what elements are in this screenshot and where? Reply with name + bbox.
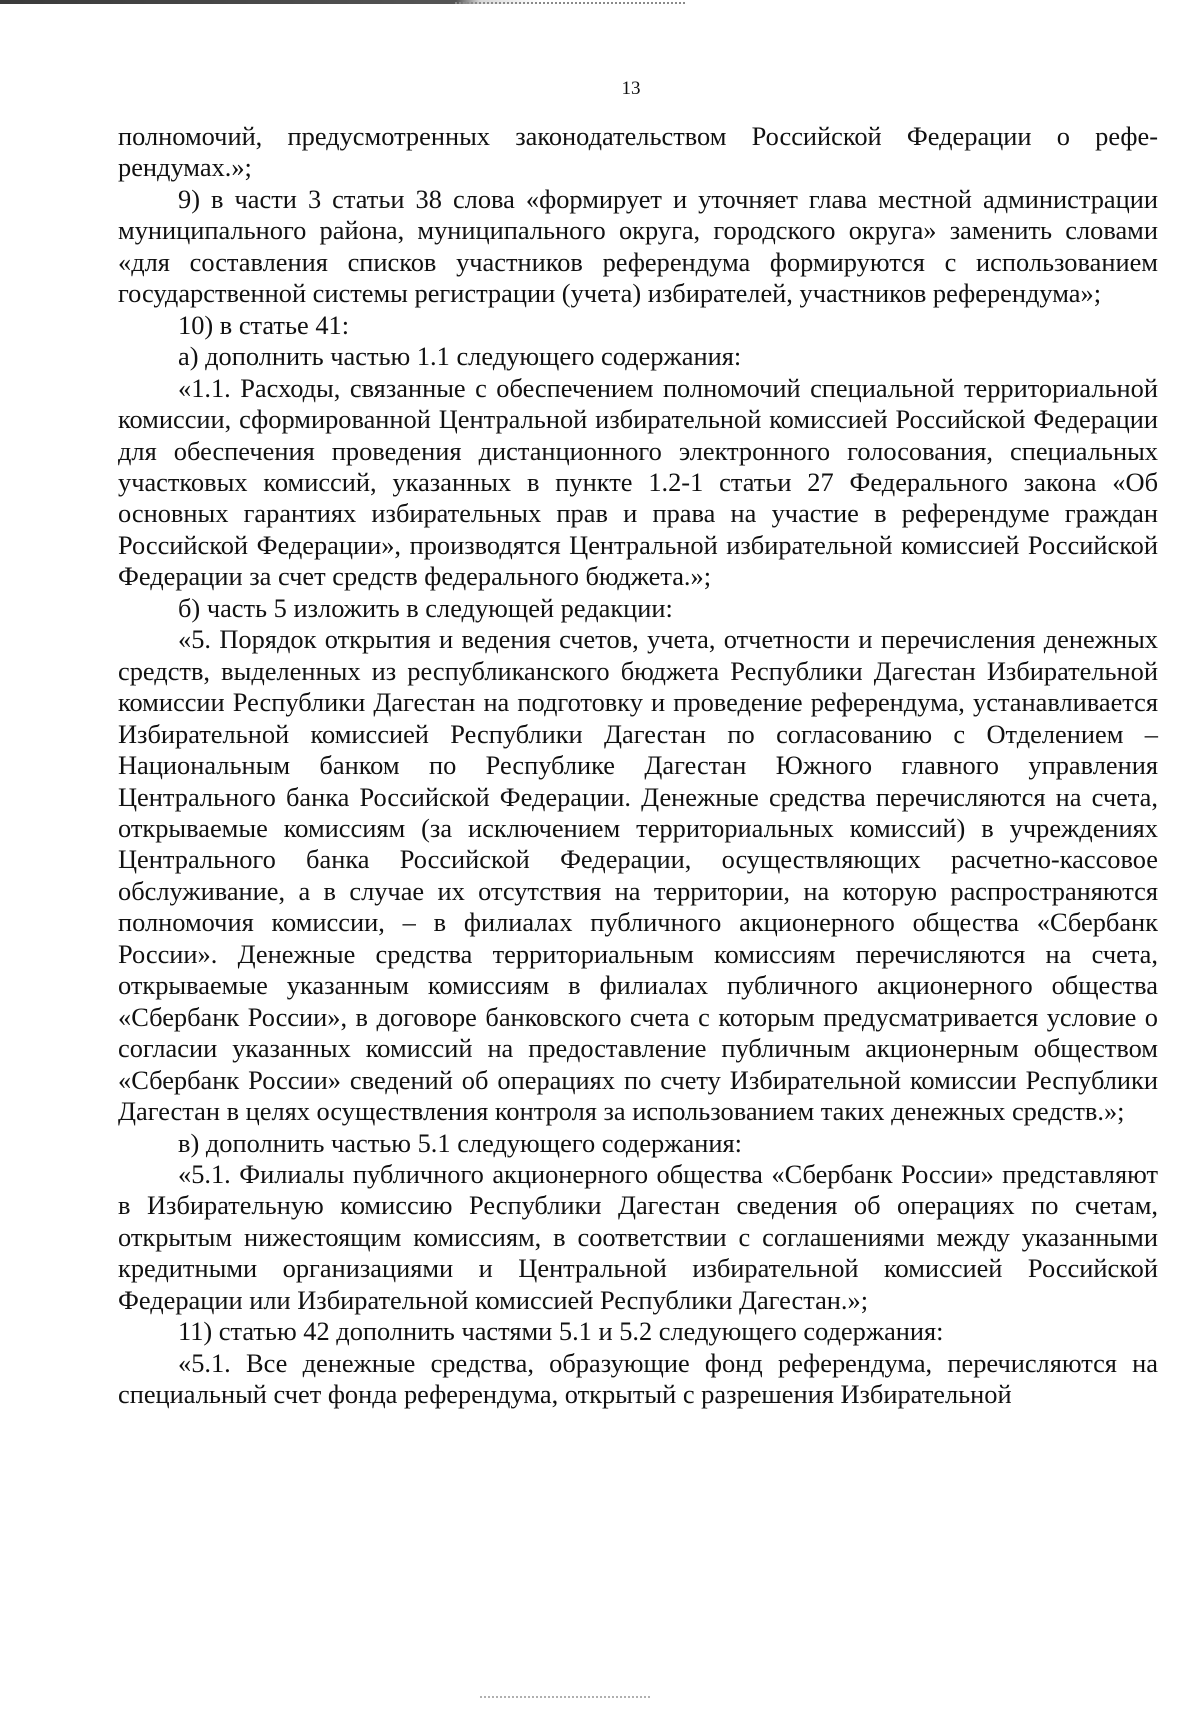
paragraph-continuation: полномочий, предусмотренных законодательством Российской Федерации о референдумах.»;	[118, 121, 1158, 183]
paragraph-item-9: 9) в части 3 статьи 38 слова «формирует и уточняет глава местной администрации муниципального района, муниципального округа, городского округа» заменить словами «для составления списков участников референдума формируются с использованием государственной системы регистрации (учета) избирателей, участников референдума»;	[118, 183, 1158, 309]
paragraph-item-11: 11) статью 42 дополнить частями 5.1 и 5.2 следующего содержания:	[178, 1316, 944, 1347]
paragraph-item-10a: а) дополнить частью 1.1 следующего содержания:	[178, 341, 742, 372]
paragraph-quote-1-1: «1.1. Расходы, связанные с обеспечением полномочий специальной территориальной комиссии, сформированной Центральной избирательной комиссией Российской Федерации для обеспечения проведения дистанционного электронного голосования, специальных участковых комиссий, указанных в пункте 1.2-1 статьи 27 Федерального закона «Об основных гарантиях избирательных прав и права на участие в референдуме граждан Российской Федерации», производятся Центральной избирательной комиссией Российской Федерации за счет средств федерального бюджета.»;	[118, 372, 1158, 592]
paragraph-quote-5-1: «5.1. Филиалы публичного акционерного общества «Сбербанк России» представляют в Избирательную комиссию Республики Дагестан сведения об операциях по счетам, открытым нижестоящим комиссиям, в соответствии с соглашениями между указанными кредитными организациями и Центральной избирательной комиссией Российской Федерации или Избирательной комиссией Республики Дагестан.»;	[118, 1158, 1158, 1315]
document-body	[118, 121, 1158, 1411]
paragraph-item-10v: в) дополнить частью 5.1 следующего содержания:	[178, 1127, 742, 1158]
scan-artifact-bottom	[480, 1696, 650, 1700]
scan-artifact-top	[455, 2, 685, 6]
page-number: 13	[621, 78, 641, 99]
paragraph-item-10b: б) часть 5 изложить в следующей редакции:	[178, 592, 673, 623]
paragraph-item-10: 10) в статье 41:	[178, 309, 350, 340]
paragraph-quote-5: «5. Порядок открытия и ведения счетов, учета, отчетности и перечисления денежных средств, выделенных из республиканского бюджета Республики Дагестан Избирательной комиссии Республики Дагестан на подготовку и проведение референдума, устанавливается Избирательной комиссией Республики Дагестан по согласованию с Отделением – Национальным банком по Республике Дагестан Южного главного управления Центрального банка Российской Федерации. Денежные средства перечисляются на счета, открываемые комиссиям (за исключением территориальных комиссий) в учреждениях Центрального банка Российской Федерации, осуществляющих расчетно-кассовое обслуживание, а в случае их отсутствия на территории, на которую распространяются полномочия комиссии, – в филиалах публичного акционерного общества «Сбербанк России». Денежные средства территориальным комиссиям перечисляются на счета, открываемые указанным комиссиям в филиалах публичного акционерного общества «Сбербанк России», в договоре банковского счета с которым предусматривается условие о согласии указанных комиссий на предоставление публичным акционерным обществом «Сбербанк России» сведений об операциях по счету Избирательной комиссии Республики Дагестан в целях осуществления контроля за использованием таких денежных средств.»;	[118, 624, 1158, 1127]
paragraph-quote-5-1-fund: «5.1. Все денежные средства, образующие фонд референдума, перечисляются на специальный счет фонда референдума, открытый с разрешения Избирательной	[118, 1347, 1158, 1410]
